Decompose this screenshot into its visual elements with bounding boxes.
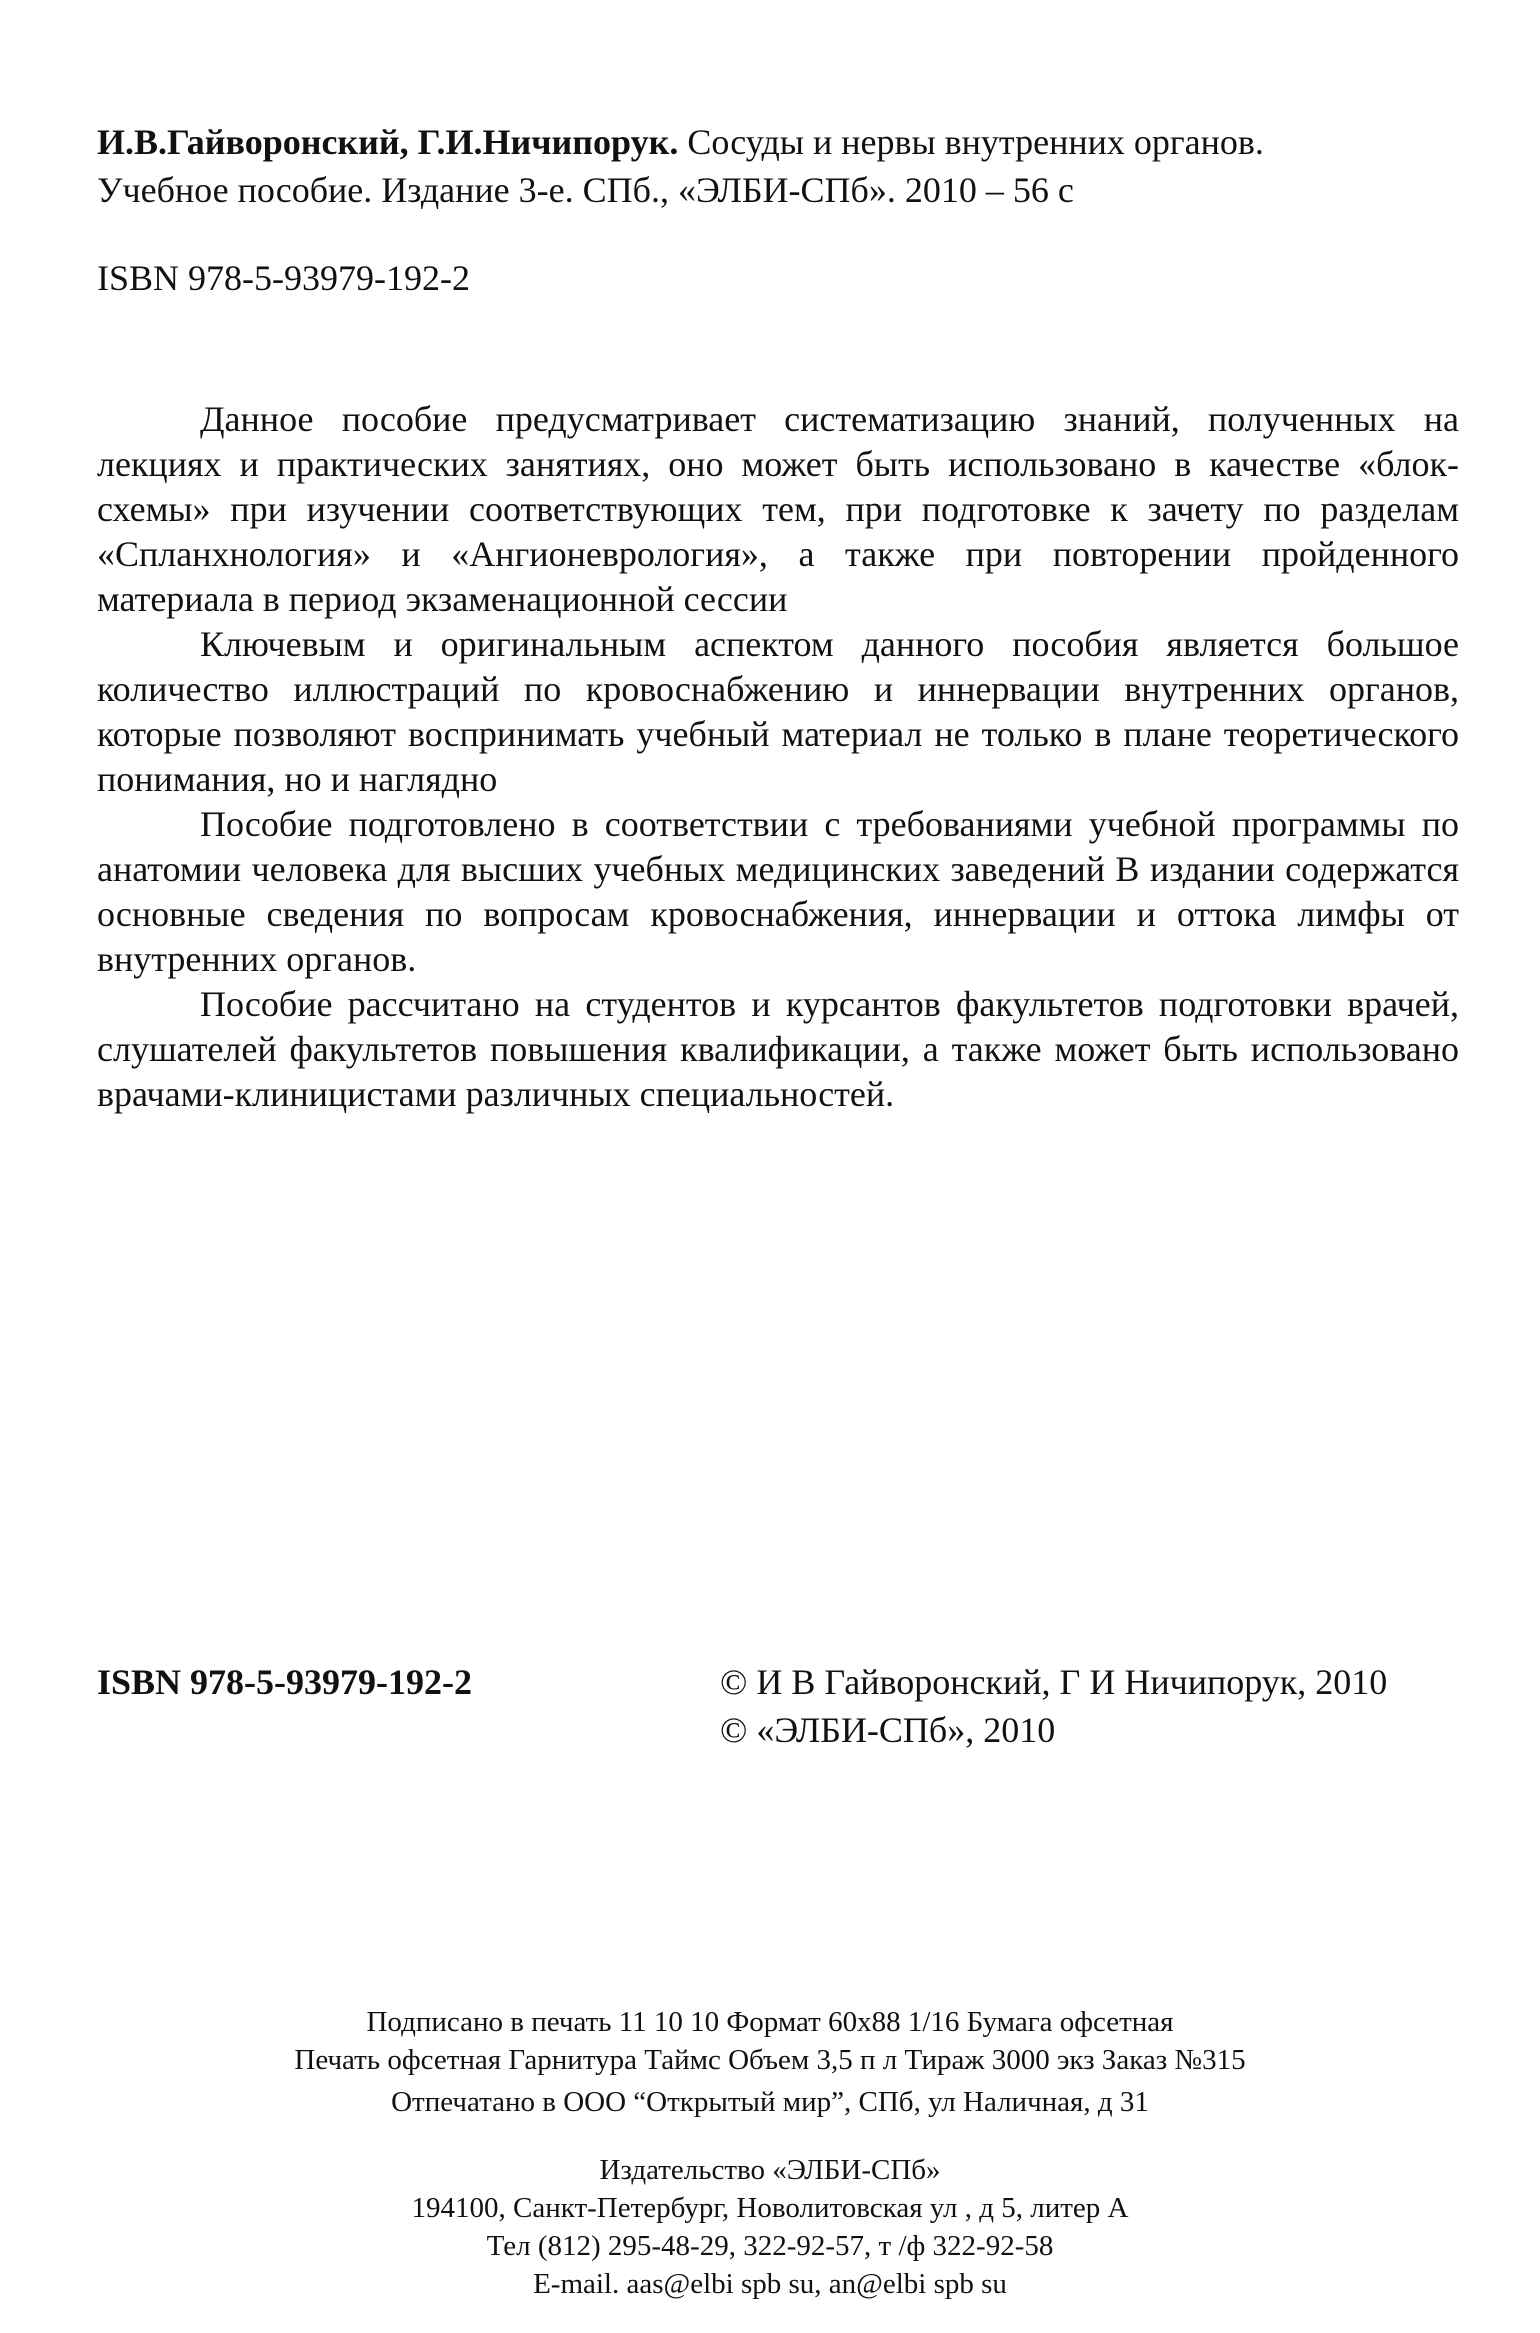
print-details-line-2: Печать офсетная Гарнитура Таймс Объем 3,5 п л Тираж 3000 экз Заказ №315 [294,2044,1246,2076]
isbn-top: ISBN 978-5-93979-192-2 [97,258,470,298]
publisher-address: 194100, Санкт-Петербург, Новолитовская ул , д 5, литер А [411,2192,1129,2224]
publisher-name: Издательство «ЭЛБИ-СПб» [599,2154,941,2186]
printed-by-line: Отпечатано в ООО “Открытый мир”, СПб, ул Наличная, д 31 [391,2086,1149,2118]
copyright-block [720,1658,1387,1754]
abstract-paragraph: Пособие подготовлено в соответствии с требованиями учебной программы по анатомии человека для высших учебных медицинских заведений В издании содержатся основные сведения по вопросам кровоснабжения, иннервации и оттока лимфы от внутренних органов. [97,804,1459,979]
abstract-paragraph: Ключевым и оригинальным аспектом данного пособия является большое количество иллюстраций по кровоснабжению и иннервации внутренних органов, которые позволяют воспринимать учебный материал не только в плане теоретического понимания, но и наглядно [97,624,1459,799]
copyright-publisher: © «ЭЛБИ-СПб», 2010 [720,1710,1056,1750]
copyright-authors: © И В Гайворонский, Г И Ничипорук, 2010 [720,1662,1388,1702]
print-details-line-1: Подписано в печать 11 10 10 Формат 60x88 1/16 Бумага офсетная [366,2006,1174,2038]
abstract-paragraph: Данное пособие предусматривает систематизацию знаний, полученных на лекциях и практических занятиях, оно может быть использовано в качестве «блок-схемы» при изучении соответствующих тем, при подготовке к зачету по разделам «Спланхнология» и «Ангионеврология», а также при повторении пройденного материала в период экзаменационной сессии [97,399,1459,619]
print-details [0,2003,1540,2079]
bibliographic-citation [97,118,1457,214]
abstract [97,397,1459,1117]
publisher-email: E-mail. aas@elbi spb su, an@elbi spb su [533,2268,1007,2300]
citation-title: Сосуды и нервы внутренних органов. [687,122,1264,162]
isbn-bottom: ISBN 978-5-93979-192-2 [97,1662,472,1702]
citation-authors: И.В.Гайворонский, Г.И.Ничипорук. [97,122,679,162]
publisher-info [0,2151,1540,2303]
abstract-paragraph: Пособие рассчитано на студентов и курсантов факультетов подготовки врачей, слушателей факультетов повышения квалификации, а также может быть использовано врачами-клиницистами различных специальностей. [97,984,1459,1114]
citation-details: Учебное пособие. Издание 3-е. СПб., «ЭЛБИ-СПб». 2010 – 56 с [97,170,1074,210]
publisher-phone: Тел (812) 295-48-29, 322-92-57, т /ф 322-92-58 [486,2230,1054,2262]
printed-by [0,2083,1540,2121]
